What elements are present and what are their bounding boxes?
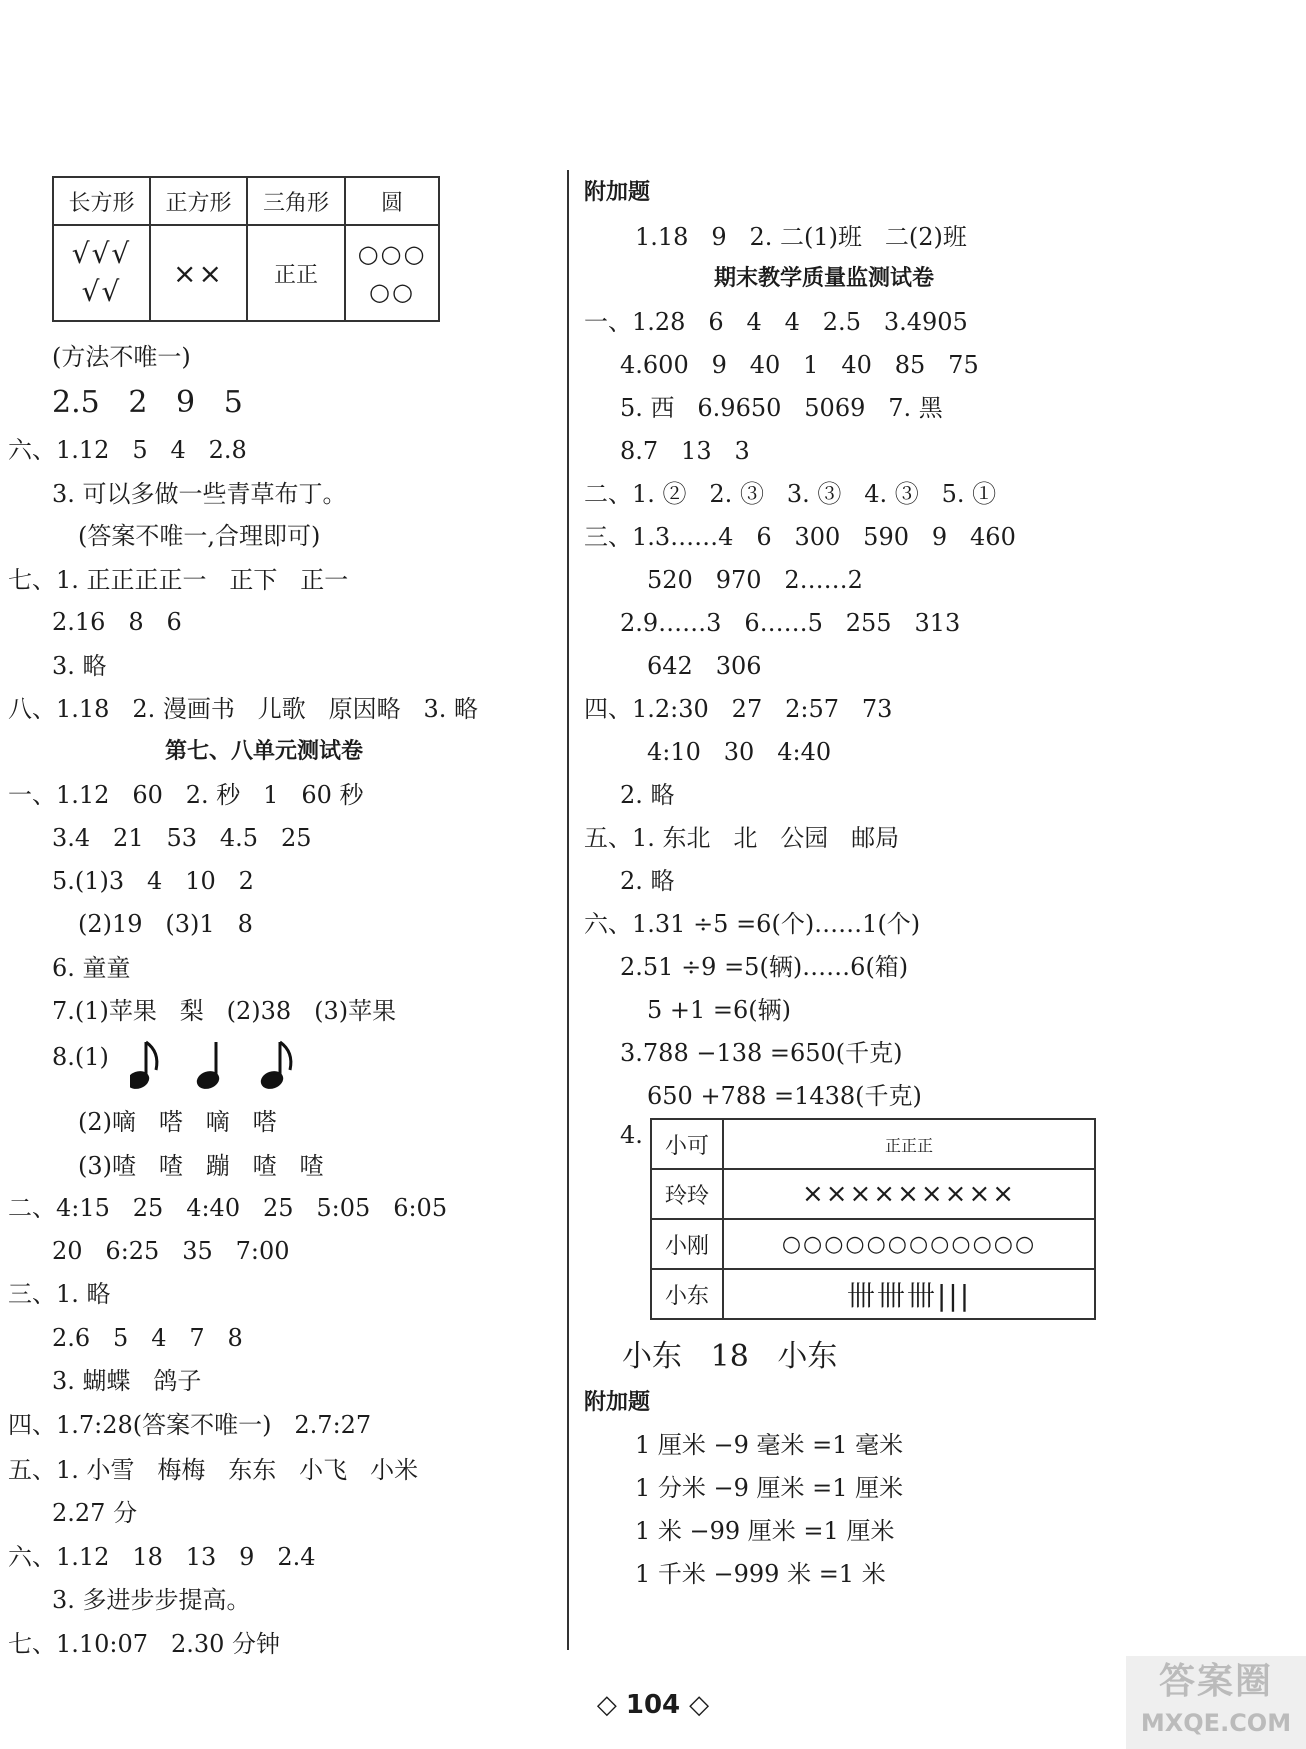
table-row bbox=[651, 1169, 1095, 1219]
marks-cell: 卌卌卌||| bbox=[723, 1269, 1095, 1319]
left-line-9: 八、1.18 2. 漫画书 儿歌 原因略 3. 略 bbox=[8, 695, 479, 723]
left-line-27: 2.27 分 bbox=[52, 1499, 138, 1527]
left-line-4: 3. 可以多做一些青草布丁。 bbox=[52, 480, 347, 508]
cell-square-marks: ×× bbox=[150, 225, 247, 321]
left-line-12: 3.4 21 53 4.5 25 bbox=[52, 824, 312, 852]
header-rectangle: 长方形 bbox=[53, 177, 150, 225]
right-line-18: 六、1.31 ÷5 =6(个)……1(个) bbox=[584, 910, 921, 938]
left-line-2: 2.5 2 9 5 bbox=[52, 385, 243, 420]
table-row bbox=[651, 1219, 1095, 1269]
left-line-18: (2)嘀 嗒 嘀 嗒 bbox=[78, 1108, 277, 1136]
right-line-5: 4.600 9 40 1 40 85 75 bbox=[620, 351, 979, 379]
right-line-27: 1 分米 −9 厘米 =1 厘米 bbox=[635, 1474, 904, 1502]
marks-cell: ××××××××× bbox=[723, 1169, 1095, 1219]
left-line-6: 七、1. 正正正正一 正下 正一 bbox=[8, 566, 349, 594]
table-row bbox=[651, 1119, 1095, 1169]
right-line-17: 2. 略 bbox=[620, 867, 675, 895]
right-line-16: 五、1. 东北 北 公园 邮局 bbox=[584, 824, 900, 852]
header-square: 正方形 bbox=[150, 177, 247, 225]
left-line-1: (方法不唯一) bbox=[52, 343, 191, 371]
left-line-14: (2)19 (3)1 8 bbox=[78, 910, 253, 938]
cell-rectangle-marks: √√√ √√ bbox=[53, 225, 150, 321]
right-line-6: 5. 西 6.9650 5069 7. 黑 bbox=[620, 394, 943, 422]
watermark-line-1: 答案圈 bbox=[1158, 1661, 1273, 1702]
header-triangle: 三角形 bbox=[247, 177, 345, 225]
column-divider bbox=[567, 170, 569, 1650]
reading-tally-table bbox=[650, 1118, 1096, 1320]
left-line-5: (答案不唯一,合理即可) bbox=[78, 522, 321, 550]
marks-cell: ○○○○○○○○○○○○ bbox=[723, 1219, 1095, 1269]
right-line-24: 小东 18 小东 bbox=[622, 1339, 838, 1374]
right-line-13: 四、1.2:30 27 2:57 73 bbox=[584, 695, 893, 723]
right-line-28: 1 米 −99 厘米 =1 厘米 bbox=[635, 1517, 895, 1545]
right-line-23: 4. bbox=[620, 1121, 643, 1149]
right-line-14: 4:10 30 4:40 bbox=[647, 738, 832, 766]
table-row bbox=[651, 1269, 1095, 1319]
marks-cell: 正正正 bbox=[723, 1119, 1095, 1169]
left-line-8: 3. 略 bbox=[52, 652, 107, 680]
name-cell: 小可 bbox=[651, 1119, 723, 1169]
right-line-9: 三、1.3……4 6 300 590 9 460 bbox=[584, 523, 1016, 551]
left-line-26: 五、1. 小雪 梅梅 东东 小飞 小米 bbox=[8, 1456, 419, 1484]
left-line-23: 2.6 5 4 7 8 bbox=[52, 1324, 243, 1352]
right-line-10: 520 970 2……2 bbox=[647, 566, 863, 594]
watermark-logo bbox=[1126, 1656, 1306, 1749]
left-line-19: (3)喳 喳 蹦 喳 喳 bbox=[78, 1152, 324, 1180]
left-line-15: 6. 童童 bbox=[52, 954, 131, 982]
section-title-bonus-2: 附加题 bbox=[584, 1390, 651, 1415]
right-line-11: 2.9……3 6……5 255 313 bbox=[620, 609, 961, 637]
header-circle: 圆 bbox=[345, 177, 439, 225]
shape-tally-table bbox=[52, 176, 440, 322]
left-line-20: 二、4:15 25 4:40 25 5:05 6:05 bbox=[8, 1194, 448, 1222]
left-line-25: 四、1.7:28(答案不唯一) 2.7:27 bbox=[8, 1411, 372, 1439]
left-line-28: 六、1.12 18 13 9 2.4 bbox=[8, 1543, 316, 1571]
right-line-15: 2. 略 bbox=[620, 781, 675, 809]
section-title-final-exam: 期末教学质量监测试卷 bbox=[714, 266, 935, 291]
name-cell: 小刚 bbox=[651, 1219, 723, 1269]
right-line-12: 642 306 bbox=[647, 652, 762, 680]
left-line-30: 七、1.10:07 2.30 分钟 bbox=[8, 1630, 281, 1658]
left-line-7: 2.16 8 6 bbox=[52, 608, 182, 636]
music-notes-figure bbox=[130, 1040, 370, 1090]
right-line-26: 1 厘米 −9 毫米 =1 毫米 bbox=[635, 1431, 904, 1459]
left-line-17: 8.(1) bbox=[52, 1043, 109, 1071]
right-line-7: 8.7 13 3 bbox=[620, 437, 750, 465]
name-cell: 玲玲 bbox=[651, 1169, 723, 1219]
left-line-11: 一、1.12 60 2. 秒 1 60 秒 bbox=[8, 781, 364, 809]
left-line-29: 3. 多进步步提高。 bbox=[52, 1586, 251, 1614]
watermark-line-2: MXQE.COM bbox=[1140, 1709, 1292, 1737]
right-line-2: 1.18 9 2. 二(1)班 二(2)班 bbox=[635, 223, 967, 251]
name-cell: 小东 bbox=[651, 1269, 723, 1319]
right-line-22: 650 +788 =1438(千克) bbox=[647, 1082, 922, 1110]
right-line-20: 5 +1 =6(辆) bbox=[647, 996, 792, 1024]
right-line-8: 二、1. ② 2. ③ 3. ③ 4. ③ 5. ① bbox=[584, 480, 997, 508]
left-line-13: 5.(1)3 4 10 2 bbox=[52, 867, 254, 895]
left-line-22: 三、1. 略 bbox=[8, 1280, 111, 1308]
right-line-21: 3.788 −138 =650(千克) bbox=[620, 1039, 903, 1067]
section-title-bonus-1: 附加题 bbox=[584, 180, 651, 205]
cell-circle-marks: ○○○ ○○ bbox=[345, 225, 439, 321]
left-line-16: 7.(1)苹果 梨 (2)38 (3)苹果 bbox=[52, 997, 397, 1025]
left-line-3: 六、1.12 5 4 2.8 bbox=[8, 436, 247, 464]
left-line-21: 20 6:25 35 7:00 bbox=[52, 1237, 290, 1265]
right-line-4: 一、1.28 6 4 4 2.5 3.4905 bbox=[584, 308, 968, 336]
right-line-29: 1 千米 −999 米 =1 米 bbox=[635, 1560, 886, 1588]
right-line-19: 2.51 ÷9 =5(辆)……6(箱) bbox=[620, 953, 909, 981]
page-number: ◇ 104 ◇ bbox=[596, 1690, 710, 1720]
cell-triangle-marks: 正正 bbox=[247, 225, 345, 321]
left-line-24: 3. 蝴蝶 鸽子 bbox=[52, 1367, 202, 1395]
section-title-unit-test: 第七、八单元测试卷 bbox=[165, 739, 364, 764]
